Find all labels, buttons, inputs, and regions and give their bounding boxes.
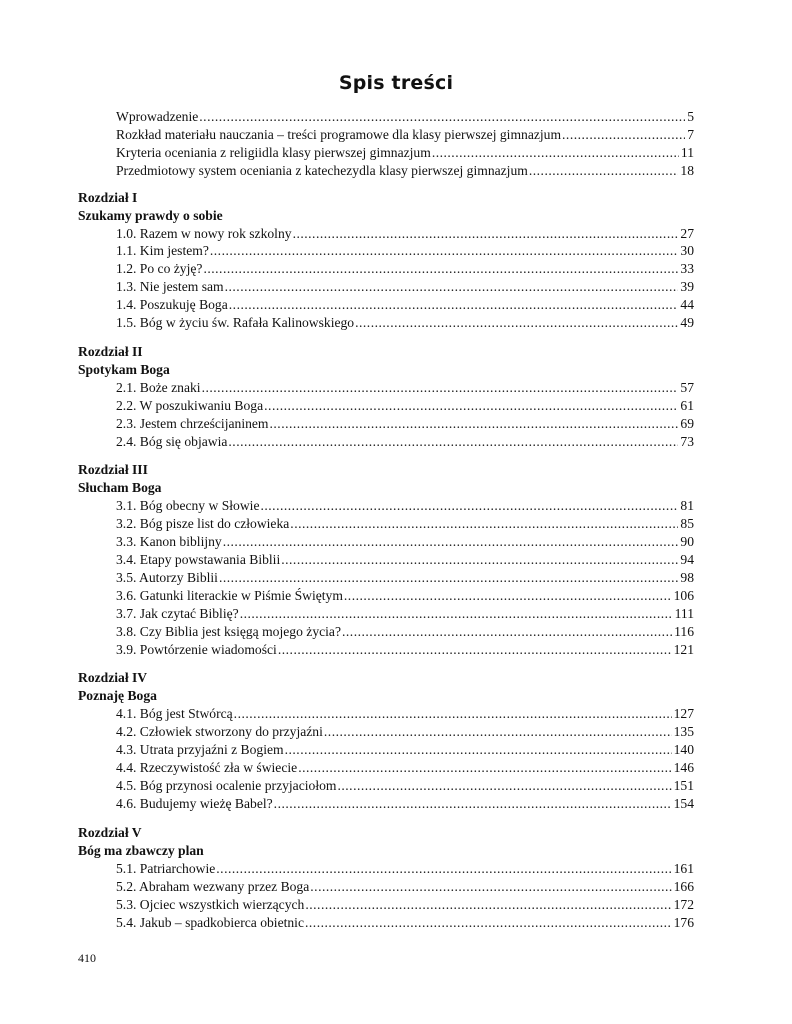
toc-entry-page: 106	[673, 587, 694, 603]
dot-leader	[210, 242, 679, 260]
dot-leader	[355, 314, 678, 332]
chapter-3	[78, 461, 694, 658]
toc-entry-label: Rozkład materiału nauczania – treści programowe dla klasy pierwszej gimnazjum	[116, 126, 562, 142]
toc-entry-label: 1.4. Poszukuję Boga	[116, 297, 228, 313]
toc-entry-label: 1.1. Kim jestem?	[116, 243, 209, 259]
toc-entry-page: 98	[680, 570, 694, 586]
toc-entry-page: 27	[680, 225, 694, 241]
toc-entry-label: 5.3. Ojciec wszystkich wierzących	[116, 896, 305, 912]
dot-leader	[234, 705, 672, 723]
toc-entry-page: 116	[674, 623, 694, 639]
toc-entry-label: 4.4. Rzeczywistość zła w świecie	[116, 760, 298, 776]
toc-entry-label: 3.2. Bóg pisze list do człowieka	[116, 516, 290, 532]
chapter-subtitle: Poznaję Boga	[78, 688, 157, 704]
toc-entry	[78, 144, 694, 162]
toc-entry	[78, 162, 694, 180]
toc-entry-page: 127	[673, 706, 694, 722]
toc-entry-label: 4.3. Utrata przyjaźni z Bogiem	[116, 742, 284, 758]
toc-entry-page: 11	[680, 144, 694, 160]
toc-entry-label: 3.8. Czy Biblia jest księgą mojego życia?	[116, 623, 341, 639]
chapter-subtitle: Szukamy prawdy o sobie	[78, 207, 223, 223]
toc-entry	[78, 278, 694, 296]
toc-entry-page: 154	[673, 795, 694, 811]
dot-leader	[199, 108, 685, 126]
toc-entry	[78, 497, 694, 515]
page-title: Spis treści	[338, 72, 454, 94]
toc-entry-page: 146	[673, 760, 694, 776]
chapter-5	[78, 824, 694, 932]
toc-entry-label: 2.1. Boże znaki	[116, 379, 201, 395]
toc-entry-label: 5.2. Abraham wezwany przez Boga	[116, 878, 310, 894]
toc-entry-label: 3.3. Kanon biblijny	[116, 534, 222, 550]
toc-entry	[78, 126, 694, 144]
dot-leader	[305, 914, 672, 932]
toc-entry-page: 151	[673, 778, 694, 794]
dot-leader	[223, 533, 679, 551]
toc-entry-label: 1.0. Razem w nowy rok szkolny	[116, 225, 292, 241]
toc-entry	[78, 551, 694, 569]
toc-entry-page: 176	[673, 914, 694, 930]
toc-entry	[78, 705, 694, 723]
toc-entry	[78, 623, 694, 641]
page-number: 410	[78, 951, 96, 965]
dot-leader	[264, 397, 678, 415]
toc-entry	[78, 723, 694, 741]
toc-entry-page: 44	[680, 297, 694, 313]
chapter-heading: Rozdział IV	[78, 670, 148, 686]
toc-entry-page: 49	[680, 315, 694, 331]
toc-entry-page: 140	[673, 742, 694, 758]
toc-entry	[78, 777, 694, 795]
toc-entry-page: 85	[680, 516, 694, 532]
toc-entry	[78, 296, 694, 314]
toc-entry-label: 1.5. Bóg w życiu św. Rafała Kalinowskiego	[116, 315, 355, 331]
toc-entry	[78, 641, 694, 659]
toc-entry-page: 172	[673, 896, 694, 912]
toc-entry-page: 39	[680, 279, 694, 295]
dot-leader	[202, 379, 679, 397]
dot-leader	[562, 126, 685, 144]
dot-leader	[228, 433, 678, 451]
toc-entry-page: 135	[673, 724, 694, 740]
chapter-heading: Rozdział I	[78, 189, 138, 205]
toc-entry-page: 5	[687, 109, 694, 124]
toc-entry-label: 5.4. Jakub – spadkobierca obietnic	[116, 914, 304, 930]
dot-leader	[274, 795, 672, 813]
toc-entry-label: 4.5. Bóg przynosi ocalenie przyjaciołom	[116, 778, 337, 794]
toc-entry-page: 111	[674, 605, 694, 621]
toc-entry-page: 90	[680, 534, 694, 550]
toc-entry	[78, 795, 694, 813]
toc-entry-label: 2.3. Jestem chrześcijaninem	[116, 415, 269, 431]
dot-leader	[240, 605, 673, 623]
toc-entry-label: 3.7. Jak czytać Biblię?	[116, 605, 239, 621]
toc-entry-page: 69	[680, 415, 694, 431]
dot-leader	[298, 759, 671, 777]
chapter-subtitle: Spotykam Boga	[78, 361, 170, 377]
toc-entry	[78, 605, 694, 623]
toc-entry	[78, 314, 694, 332]
dot-leader	[225, 278, 679, 296]
toc-entry	[78, 515, 694, 533]
toc-entry	[78, 397, 694, 415]
toc-entry-label: 3.6. Gatunki literackie w Piśmie Świętym	[116, 587, 343, 603]
dot-leader	[310, 878, 671, 896]
toc-entry	[78, 108, 694, 126]
toc-entry-label: 3.5. Autorzy Biblii	[116, 570, 218, 586]
toc-entry-label: 2.2. W poszukiwaniu Boga	[116, 397, 264, 413]
toc-entry-label: 2.4. Bóg się objawia	[116, 433, 228, 449]
dot-leader	[337, 777, 671, 795]
toc-entry-label: Przedmiotowy system oceniania z katechezydla klasy pierwszej gimnazjum	[116, 162, 528, 178]
chapter-4	[78, 669, 694, 812]
dot-leader	[285, 741, 672, 759]
chapter-subtitle: Bóg ma zbawczy plan	[78, 842, 204, 858]
chapter-1	[78, 189, 694, 332]
toc-entry-page: 121	[673, 641, 694, 657]
dot-leader	[203, 260, 678, 278]
toc-entry	[78, 415, 694, 433]
toc-entry	[78, 587, 694, 605]
dot-leader	[260, 497, 678, 515]
toc-entry-label: 4.1. Bóg jest Stwórcą	[116, 706, 233, 722]
toc-entry-page: 161	[673, 860, 694, 876]
toc-entry-page: 33	[680, 261, 694, 277]
dot-leader	[324, 723, 672, 741]
toc-entry-page: 7	[687, 126, 694, 142]
dot-leader	[432, 144, 679, 162]
dot-leader	[216, 860, 671, 878]
toc-entry	[78, 878, 694, 896]
toc-entry-label: 4.6. Budujemy wieżę Babel?	[116, 795, 273, 811]
toc-entry-page: 81	[680, 498, 694, 514]
chapter-heading: Rozdział V	[78, 824, 142, 840]
dot-leader	[293, 225, 679, 243]
toc-entry	[78, 896, 694, 914]
dot-leader	[344, 587, 672, 605]
toc-entry	[78, 379, 694, 397]
toc-entry-page: 57	[680, 379, 694, 395]
toc-entry-page: 94	[680, 552, 694, 568]
intro-list	[78, 108, 694, 180]
chapter-heading: Rozdział III	[78, 462, 148, 478]
toc-entry-label: 1.3. Nie jestem sam	[116, 279, 224, 295]
toc-entry	[78, 533, 694, 551]
toc-entry-label: 1.2. Po co żyję?	[116, 261, 203, 277]
toc-entry	[78, 914, 694, 932]
toc-entry-label: 3.4. Etapy powstawania Biblii	[116, 552, 281, 568]
chapter-subtitle: Słucham Boga	[78, 480, 162, 496]
dot-leader	[290, 515, 678, 533]
toc-entry	[78, 569, 694, 587]
dot-leader	[270, 415, 679, 433]
chapter-2	[78, 343, 694, 451]
toc-entry	[78, 860, 694, 878]
toc-entry	[78, 225, 694, 243]
toc-entry-label: 3.9. Powtórzenie wiadomości	[116, 641, 277, 657]
toc-entry-page: 18	[680, 162, 694, 178]
toc-entry-label: 5.1. Patriarchowie	[116, 860, 216, 876]
chapter-heading: Rozdział II	[78, 343, 143, 359]
toc-entry-page: 166	[673, 878, 694, 894]
toc-entry-label: Wprowadzenie	[116, 109, 199, 124]
toc-entry-page: 30	[680, 243, 694, 259]
dot-leader	[305, 896, 671, 914]
dot-leader	[529, 162, 679, 180]
dot-leader	[219, 569, 678, 587]
dot-leader	[342, 623, 672, 641]
dot-leader	[278, 641, 672, 659]
table-of-contents	[78, 108, 694, 942]
toc-entry	[78, 260, 694, 278]
toc-entry-page: 61	[680, 397, 694, 413]
toc-entry-label: Kryteria oceniania z religiidla klasy pierwszej gimnazjum	[116, 144, 431, 160]
toc-entry-label: 3.1. Bóg obecny w Słowie	[116, 498, 260, 514]
toc-entry	[78, 433, 694, 451]
toc-entry	[78, 242, 694, 260]
toc-entry-page: 73	[680, 433, 694, 449]
toc-entry	[78, 759, 694, 777]
dot-leader	[229, 296, 679, 314]
dot-leader	[281, 551, 678, 569]
toc-entry-label: 4.2. Człowiek stworzony do przyjaźni	[116, 724, 323, 740]
toc-entry	[78, 741, 694, 759]
